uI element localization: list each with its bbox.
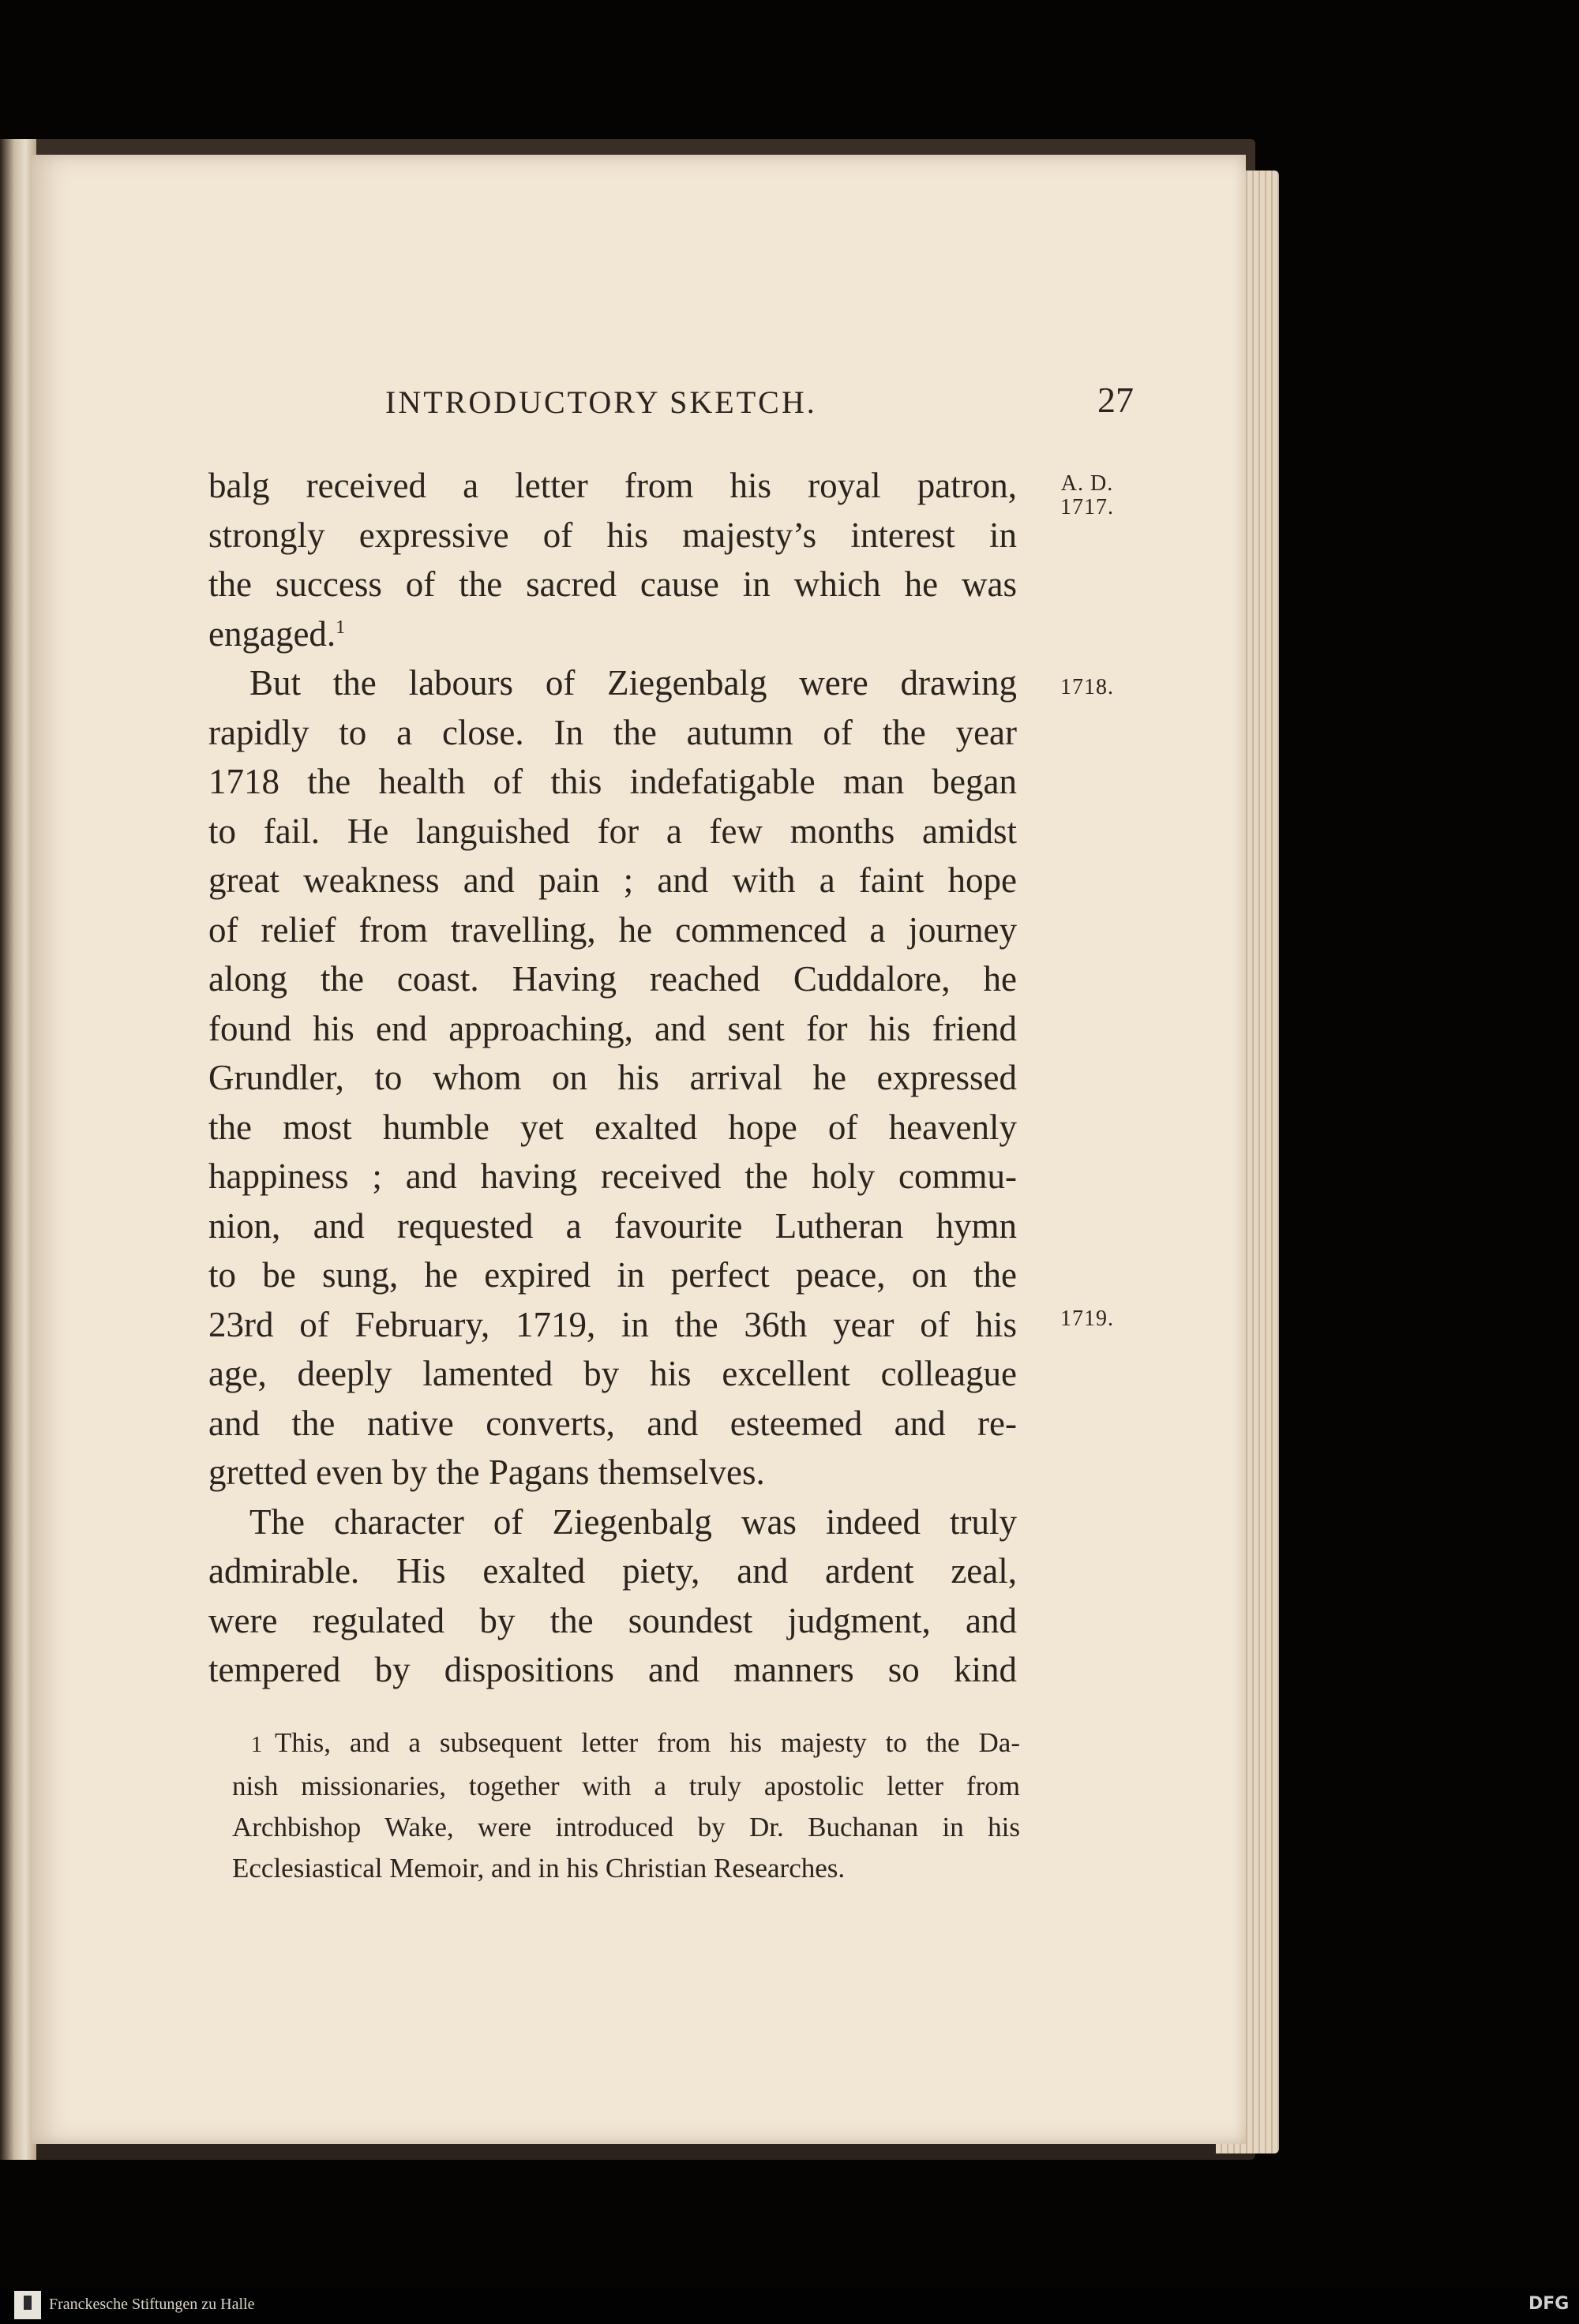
text-line: balg received a letter from his royal patron, xyxy=(208,466,1017,505)
footnote-reference: 1 xyxy=(336,617,346,638)
text-line: were regulated by the soundest judgment, and xyxy=(208,1600,1017,1640)
footnote-line: nish missionaries, together with a truly apostolic letter from xyxy=(232,1771,1020,1801)
funder-logo: DFG xyxy=(1528,2294,1570,2314)
page-number: 27 xyxy=(1097,380,1134,420)
text-line: age, deeply lamented by his excellent colleague xyxy=(208,1354,1017,1393)
text-line: the success of the sacred cause in which he was xyxy=(208,564,1017,604)
margin-note-year-1717 xyxy=(1044,472,1131,519)
text-line: rapidly to a close. In the autumn of the year xyxy=(208,712,1017,752)
text-line: nion, and requested a favourite Lutheran hymn xyxy=(208,1205,1017,1246)
footnote-line: Ecclesiastical Memoir, and in his Christian Researches. xyxy=(232,1853,846,1884)
text-line: happiness ; and having received the holy commu- xyxy=(208,1156,1017,1196)
paragraph-death-of-ziegenbalg xyxy=(208,658,1017,1497)
text-line: great weakness and pain ; and with a faint hope xyxy=(208,860,1017,900)
text-line: and the native converts, and esteemed and re- xyxy=(208,1403,1017,1443)
footnote-mark: 1 xyxy=(251,1733,262,1757)
footnote-line-content: This, and a subsequent letter from his majesty to the Da- xyxy=(275,1727,1020,1758)
margin-note-line: 1719. xyxy=(1060,1306,1114,1331)
text-line: 23rd of February, 1719, in the 36th year of his xyxy=(208,1304,1017,1344)
footnote xyxy=(232,1722,1020,1889)
text-line: tempered by dispositions and manners so kind xyxy=(208,1650,1017,1689)
text-line-content: engaged. xyxy=(208,613,336,654)
text-line: strongly expressive of his majesty’s interest in xyxy=(208,515,1017,555)
text-line: gretted even by the Pagans themselves. xyxy=(208,1452,765,1492)
footnote-line xyxy=(232,1722,1020,1766)
text-line: of relief from travelling, he commenced a journey xyxy=(208,909,1017,950)
institution-logo-icon xyxy=(14,2291,41,2319)
text-line: Grundler, to whom on his arrival he expressed xyxy=(208,1058,1017,1097)
text-line xyxy=(208,609,1017,659)
margin-note-line: 1718. xyxy=(1060,675,1114,699)
running-head: INTRODUCTORY SKETCH. xyxy=(385,384,817,420)
paragraph-character xyxy=(208,1497,1017,1695)
margin-note-year-1718 xyxy=(1044,676,1131,699)
text-line: the most humble yet exalted hope of heavenly xyxy=(208,1107,1017,1147)
text-line: But the labours of Ziegenbalg were drawing xyxy=(249,663,1017,703)
text-line: along the coast. Having reached Cuddalore, he xyxy=(208,959,1017,999)
text-line: to be sung, he expired in perfect peace, on the xyxy=(208,1255,1017,1295)
text-line: 1718 the health of this indefatigable man began xyxy=(208,762,1017,801)
paragraph-continued xyxy=(208,461,1017,658)
margin-note-line: 1717. xyxy=(1060,495,1114,519)
margin-note-year-1719 xyxy=(1044,1307,1131,1331)
text-line: admirable. His exalted piety, and ardent zeal, xyxy=(208,1551,1017,1591)
footnote-line: Archbishop Wake, were introduced by Dr. Buchanan in his xyxy=(232,1812,1020,1842)
body-text xyxy=(208,461,1017,1695)
text-line: to fail. He languished for a few months amidst xyxy=(208,811,1017,851)
text-line: The character of Ziegenbalg was indeed truly xyxy=(249,1501,1017,1542)
institution-credit: Franckesche Stiftungen zu Halle xyxy=(49,2296,255,2313)
margin-note-line: A. D. xyxy=(1060,471,1114,496)
text-line: found his end approaching, and sent for his friend xyxy=(208,1008,1017,1048)
